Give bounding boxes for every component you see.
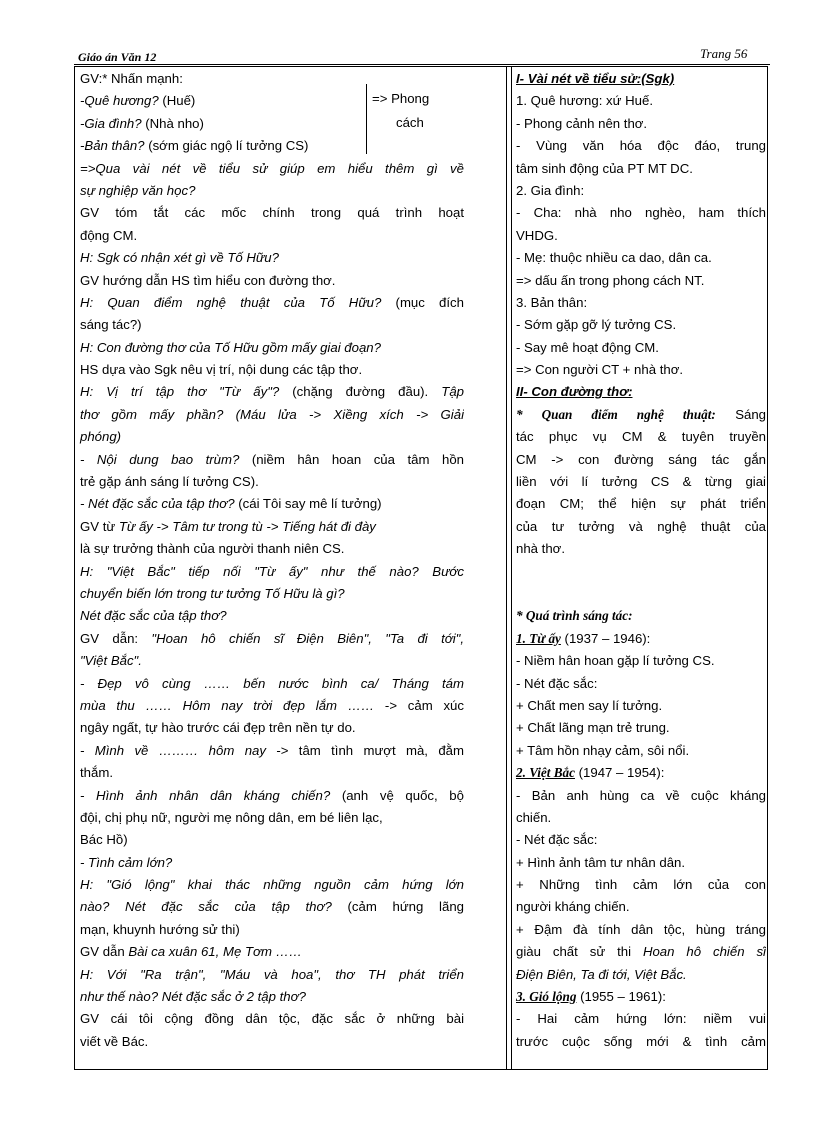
text-line: - Sớm gặp gỡ lý tưởng CS. (516, 317, 677, 333)
text-line: - Phong cảnh nên thơ. (516, 115, 648, 131)
text-line: tác phục vụ CM & tuyên truyền (516, 429, 766, 445)
text-line: GV dẫn Bài ca xuân 61, Mẹ Tơm …… (80, 944, 302, 960)
text-line: trước cuộc sống mới & tình cảm (516, 1033, 766, 1049)
text-line: chiến. (516, 809, 552, 825)
text-line: =>Qua vài nét về tiểu sử giúp em hiểu thêm gì về (80, 160, 464, 176)
text-line: giàu chất sử thi Hoan hô chiến sĩ (516, 944, 766, 960)
text-line: - Nét đặc sắc: (516, 832, 598, 848)
text-line: GV hướng dẫn HS tìm hiểu con đường thơ. (80, 272, 336, 288)
blank-line (516, 561, 766, 583)
text-line: đoạn CM; thể hiện sự phát triển (516, 496, 766, 512)
text-line: - Hai cảm hứng lớn: niềm vui (516, 1011, 766, 1027)
text-line: H: Sgk có nhận xét gì về Tố Hữu? (80, 250, 279, 266)
text-line: sáng tác?) (80, 317, 142, 333)
text-line: GV:* Nhấn mạnh: (80, 71, 183, 86)
text-line: - Nét đặc sắc: (516, 675, 598, 691)
text-line: "Việt Bắc". (80, 653, 142, 669)
text-line: + Chất men say lí tưởng. (516, 697, 663, 713)
text-line: GV từ Từ ấy -> Tâm tư trong tù -> Tiếng hát đi đày (80, 518, 376, 534)
text-line: là sự trưởng thành của người thanh niên CS. (80, 541, 345, 557)
text-line: HS dựa vào Sgk nêu vị trí, nội dung các tập thơ. (80, 362, 363, 378)
text-line: 2. Gia đình: (516, 182, 585, 198)
text-line: H: Con đường thơ của Tố Hữu gồm mấy giai đoạn? (80, 339, 381, 355)
text-line: nhà thơ. (516, 541, 565, 557)
text-line: - Vùng văn hóa độc đáo, trung (516, 138, 766, 154)
side-note-line1: => Phong (372, 91, 430, 106)
text-line: 3. Gió lộng (1955 – 1961): (516, 989, 666, 1005)
text-line: CM -> con đường sáng tác gắn (516, 451, 766, 467)
text-line: 1. Từ ấy (1937 – 1946): (516, 630, 651, 646)
section-heading: II- Con đường thơ: (516, 384, 633, 400)
header-page-number: Trang 56 (700, 46, 748, 61)
header-doc-title: Giáo án Văn 12 (78, 50, 157, 64)
text-line: mạn, khuynh hướng sử thi) (80, 921, 240, 937)
text-line: + Đậm đà tính dân tộc, hùng tráng (516, 921, 766, 937)
column-divider-inner (511, 66, 512, 1070)
text-line: H: Với "Ra trận", "Máu và hoa", thơ TH phát triển (80, 966, 464, 982)
text-line: - Tình cảm lớn? (80, 854, 173, 870)
text-line: 1. Quê hương: xứ Huế. (516, 93, 654, 109)
text-line: Nét đặc sắc của tập thơ? (80, 608, 227, 624)
text-line: sự nghiệp văn học? (80, 182, 196, 198)
text-line: viết về Bác. (80, 1033, 149, 1049)
text-line: đội, chị phụ nữ, người mẹ nông dân, em bé liên lạc, (80, 809, 383, 825)
text-line: - Mình về ……… hôm nay -> tâm tình mượt mà, đằm (80, 742, 464, 758)
text-line: trẻ gặp ánh sáng lí tưởng CS). (80, 474, 259, 490)
text-line: VHDG. (516, 227, 558, 243)
text-line: + Tâm hồn nhạy cảm, sôi nổi. (516, 742, 690, 758)
text-line: -Quê hương? (Huế) (80, 93, 196, 109)
text-line: người kháng chiến. (516, 899, 630, 915)
text-line: H: "Gió lộng" khai thác những nguồn cảm hứng lớn (80, 877, 464, 893)
text-line: GV dẫn: "Hoan hô chiến sĩ Điện Biên", "Ta đi tới", (80, 630, 464, 646)
header-rule (74, 64, 770, 65)
text-line: - Đẹp vô cùng …… bến nước bình ca/ Tháng tám (80, 675, 464, 691)
text-line: H: Vị trí tập thơ "Từ ấy"? (chặng đường đầu). Tập (80, 384, 464, 400)
lesson-content-column (516, 68, 766, 1053)
text-line: Bác Hồ) (80, 832, 128, 848)
text-line: thắm. (80, 765, 113, 781)
text-line: - Hình ảnh nhân dân kháng chiến? (anh vệ quốc, bộ (80, 787, 464, 803)
text-line: liền với lí tưởng CS & từng giai (516, 474, 766, 490)
text-line: ngây ngất, tự hào trước cái đẹp trên nền tự do. (80, 720, 356, 736)
text-line: 2. Việt Bắc (1947 – 1954): (516, 765, 665, 781)
text-line: như thế nào? Nét đặc sắc ở 2 tập thơ? (80, 989, 306, 1005)
text-line: + Chất lãng mạn trẻ trung. (516, 720, 670, 736)
text-line: - Nội dung bao trùm? (niềm hân hoan của tâm hồn (80, 451, 464, 467)
text-line: * Quan điểm nghệ thuật: Sáng (516, 406, 766, 422)
text-line: -Gia đình? (Nhà nho) (80, 115, 204, 131)
text-line: GV cái tôi cộng đồng dân tộc, đặc sắc ở những bài (80, 1011, 464, 1027)
text-line: - Mẹ: thuộc nhiều ca dao, dân ca. (516, 250, 712, 266)
text-line: => dấu ấn trong phong cách NT. (516, 272, 705, 288)
text-line: + Những tình cảm lớn của con (516, 877, 766, 893)
text-line: Điện Biên, Ta đi tới, Việt Bắc. (516, 966, 687, 982)
text-line: mùa thu …… Hôm nay trời đẹp lắm …… -> cảm xúc (80, 697, 464, 713)
text-line: - Cha: nhà nho nghèo, ham thích (516, 205, 766, 221)
text-line: nào? Nét đặc sắc của tập thơ? (cảm hứng lãng (80, 899, 464, 915)
text-line: GV tóm tắt các mốc chính trong quá trình hoạt (80, 205, 464, 221)
text-line: chuyển biến lớn trong tư tưởng Tố Hữu là gì? (80, 585, 345, 601)
teacher-activity-column (80, 68, 464, 1053)
text-line: -Bản thân? (sớm giác ngộ lí tưởng CS) (80, 138, 309, 154)
text-line: thơ gồm mấy phần? (Máu lửa -> Xiềng xích -> Giải (80, 406, 464, 422)
text-line: - Niềm hân hoan gặp lí tưởng CS. (516, 653, 715, 669)
text-line: - Nét đặc sắc của tập thơ? (cái Tôi say mê lí tưởng) (80, 496, 382, 512)
text-line: H: Quan điểm nghệ thuật của Tố Hữu? (mục đích (80, 294, 464, 310)
text-line: của tư tưởng và nghệ thuật của (516, 518, 766, 534)
blank-line (516, 583, 766, 605)
text-line: => Con người CT + nhà thơ. (516, 362, 684, 378)
text-line: H: "Việt Bắc" tiếp nối "Từ ấy" như thế nào? Bước (80, 563, 464, 579)
text-line: tâm sinh động của PT MT DC. (516, 160, 693, 176)
text-line: 3. Bản thân: (516, 294, 588, 310)
text-line: + Hình ảnh tâm tư nhân dân. (516, 854, 686, 870)
text-line: phóng) (80, 429, 122, 445)
subsection-heading: * Quá trình sáng tác: (516, 608, 633, 624)
side-note-line2: cách (396, 115, 424, 130)
text-line: - Bản anh hùng ca về cuộc kháng (516, 787, 766, 803)
text-line: động CM. (80, 227, 138, 243)
column-divider-outer (506, 66, 507, 1070)
section-heading: I- Vài nét về tiểu sử:(Sgk) (516, 71, 675, 86)
text-line: - Say mê hoạt động CM. (516, 339, 659, 355)
